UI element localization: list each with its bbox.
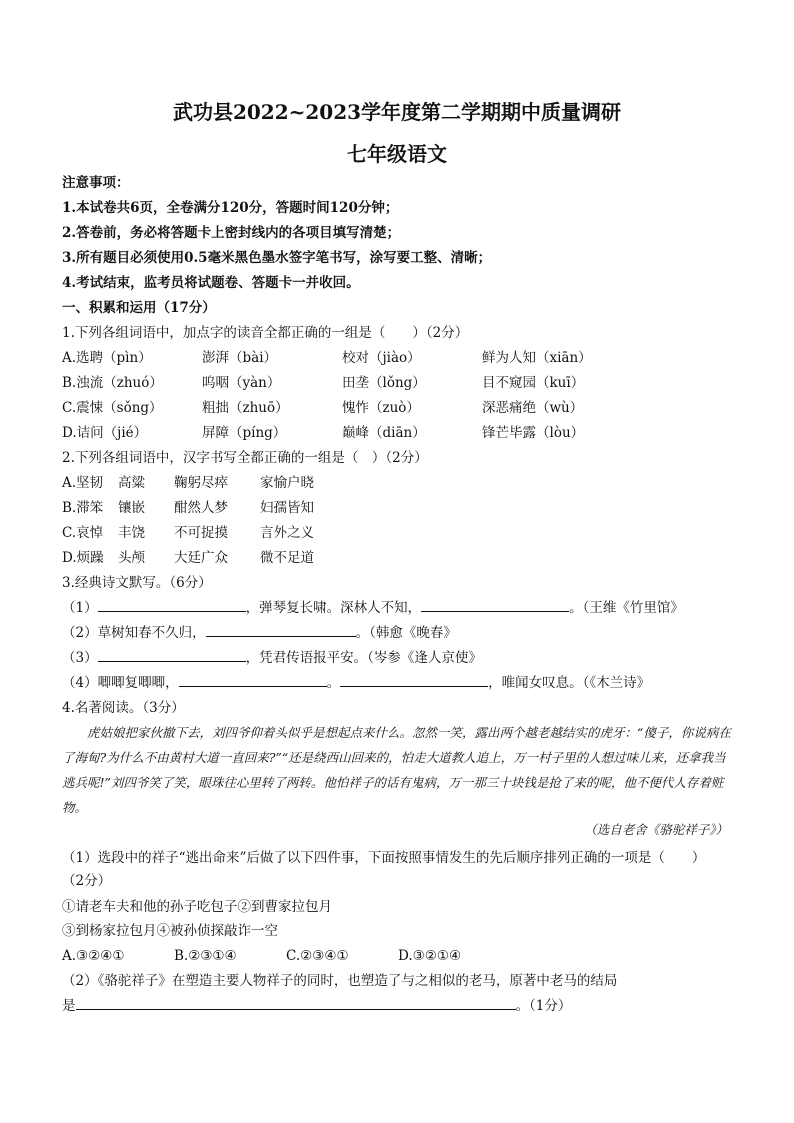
- answer-blank[interactable]: [179, 672, 327, 687]
- line-text: 是: [62, 998, 76, 1014]
- option-cell: B.滞笨: [62, 500, 104, 516]
- event-list: ③到杨家拉包月④被孙侦探敲诈一空: [62, 923, 278, 939]
- dictation-line-2: [62, 622, 754, 644]
- note-item: 2.答卷前，务必将答题卡上密封线内的各项目填写清楚；: [62, 225, 401, 241]
- option-cell: 巅峰（diān）: [342, 425, 426, 441]
- option-cell: 深恶痛绝（wù）: [482, 400, 584, 416]
- option-cell: 大廷广众: [174, 550, 228, 566]
- question-4-2-stem: （2）《骆驼祥子》在塑造主要人物祥子的同时，也塑造了与之相似的老马，原著中老马的结局: [62, 973, 618, 989]
- line-text: ，凭君传语报平安。（岑参《逢人京使》: [245, 650, 482, 666]
- option-cell: 校对（jiào）: [342, 350, 421, 366]
- option-cell: 头颅: [118, 550, 145, 566]
- passage-source: （选自老舍《骆驼祥子》）: [584, 822, 728, 837]
- answer-option: B.②③①④: [174, 948, 237, 964]
- answer-blank[interactable]: [206, 622, 356, 637]
- line-text: （4）唧唧复唧唧，: [62, 675, 179, 691]
- line-text: （2）草树知春不久归，: [62, 625, 206, 641]
- option-cell: 家愉户晓: [260, 475, 314, 491]
- question-2-option: [62, 522, 762, 544]
- option-cell: 目不窥园（kuī）: [482, 375, 585, 391]
- answer-blank[interactable]: [76, 995, 516, 1010]
- option-cell: 酣然人梦: [174, 500, 228, 516]
- answer-options: [62, 945, 754, 967]
- question-2-option: [62, 497, 762, 519]
- option-cell: A.坚韧: [62, 475, 104, 491]
- note-item: 4.考试结束，监考员将试题卷、答题卡一并收回。: [62, 275, 360, 291]
- dictation-line-3: [62, 647, 754, 669]
- question-4-2-answer-line: [62, 995, 754, 1017]
- option-cell: 愧怍（zuò）: [342, 400, 420, 416]
- question-1-stem: 1.下列各组词语中，加点字的读音全都正确的一组是（ ）（2分）: [62, 325, 469, 341]
- option-cell: 锋芒毕露（lòu）: [482, 425, 585, 441]
- option-cell: 呜咽（yàn）: [202, 375, 281, 391]
- option-cell: B.浊流（zhuó）: [62, 375, 163, 391]
- option-cell: 鲜为人知（xiān）: [482, 350, 592, 366]
- answer-option: A.③②④①: [62, 948, 125, 964]
- event-list: ①请老车夫和他的孙子吃包子②到曹家拉包月: [62, 899, 332, 915]
- question-1-option: [62, 347, 762, 369]
- question-3-stem: 3.经典诗文默写。（6分）: [62, 575, 212, 591]
- exam-subject: 七年级语文: [347, 142, 447, 166]
- answer-option: D.③②①④: [398, 948, 462, 964]
- line-number: （3）: [62, 650, 98, 666]
- option-cell: A.选聘（pìn）: [62, 350, 152, 366]
- line-text: ，弹琴复长啸。深林人不知，: [245, 600, 422, 616]
- line-text: 。（王维《竹里馆》: [569, 600, 684, 616]
- option-cell: D.烦躁: [62, 550, 104, 566]
- line-text: 。（1分）: [515, 998, 572, 1014]
- line-number: （1）: [62, 600, 98, 616]
- line-text: 。（韩愈《晚春》: [355, 625, 457, 641]
- option-cell: 澎湃（bài）: [202, 350, 278, 366]
- line-text: 。: [326, 675, 341, 691]
- reading-passage: 虎姑娘把家伙撤下去，刘四爷仰着头似乎是想起点来什么。忽然一笑，露出两个越老越结实的虎牙：“傻子，你说病在了海甸?为什么不由黄村大道一直回来?”“还是绕西山回来的，怕走大道教人追上，万一村子里的人想过味儿来，还拿我当逃兵呢!”刘四爷笑了笑，眼珠往心里转了两转。他怕祥子的话有鬼病，万一那三十块钱是抢了来的呢，他不便代人存着赃物。: [62, 725, 731, 815]
- section-heading: 一、积累和运用（17分）: [62, 300, 216, 316]
- question-4-1-score: （2分）: [62, 873, 112, 889]
- question-2-option: [62, 547, 762, 569]
- option-cell: 言外之义: [260, 525, 314, 541]
- question-4-stem: 4.名著阅读。（3分）: [62, 700, 185, 716]
- option-cell: D.诘问（jié）: [62, 425, 148, 441]
- dictation-line-1: [62, 597, 754, 619]
- option-cell: 妇孺皆知: [260, 500, 314, 516]
- option-cell: 不可捉摸: [174, 525, 228, 541]
- notes-heading: 注意事项：: [62, 175, 130, 191]
- option-cell: 田垄（lǒng）: [342, 375, 426, 391]
- option-cell: 高粱: [118, 475, 145, 491]
- answer-option: C.②③④①: [286, 948, 349, 964]
- question-2-option: [62, 472, 762, 494]
- option-cell: 微不足道: [260, 550, 314, 566]
- question-1-option: [62, 372, 762, 394]
- answer-blank[interactable]: [421, 597, 569, 612]
- question-4-1-stem: （1）选段中的祥子“逃出命来”后做了以下四件事，下面按照事情发生的先后顺序排列正确的一项是（ ）: [62, 850, 706, 866]
- option-cell: 粗拙（zhuō）: [202, 400, 289, 416]
- line-text: ，唯闻女叹息。（《木兰诗》: [488, 675, 651, 691]
- note-item: 3.所有题目必须使用0.5毫米黑色墨水签字笔书写，涂写要工整、清晰；: [62, 250, 492, 266]
- question-1-option: [62, 422, 762, 444]
- option-cell: 镶嵌: [118, 500, 145, 516]
- exam-title: 武功县2022~2023学年度第二学期期中质量调研: [172, 100, 622, 124]
- note-item: 1.本试卷共6页，全卷满分120分，答题时间120分钟；: [62, 200, 399, 216]
- option-cell: 屏障（píng）: [202, 425, 287, 441]
- option-cell: 丰饶: [118, 525, 145, 541]
- answer-blank[interactable]: [98, 647, 246, 662]
- option-cell: C.震悚（sǒng）: [62, 400, 163, 416]
- answer-blank[interactable]: [340, 672, 488, 687]
- question-1-option: [62, 397, 762, 419]
- question-2-stem: 2.下列各组词语中，汉字书写全都正确的一组是（ ）（2分）: [62, 450, 428, 466]
- answer-blank[interactable]: [98, 597, 246, 612]
- option-cell: C.哀悼: [62, 525, 104, 541]
- dictation-line-4: [62, 672, 754, 694]
- option-cell: 鞠躬尽瘁: [174, 475, 228, 491]
